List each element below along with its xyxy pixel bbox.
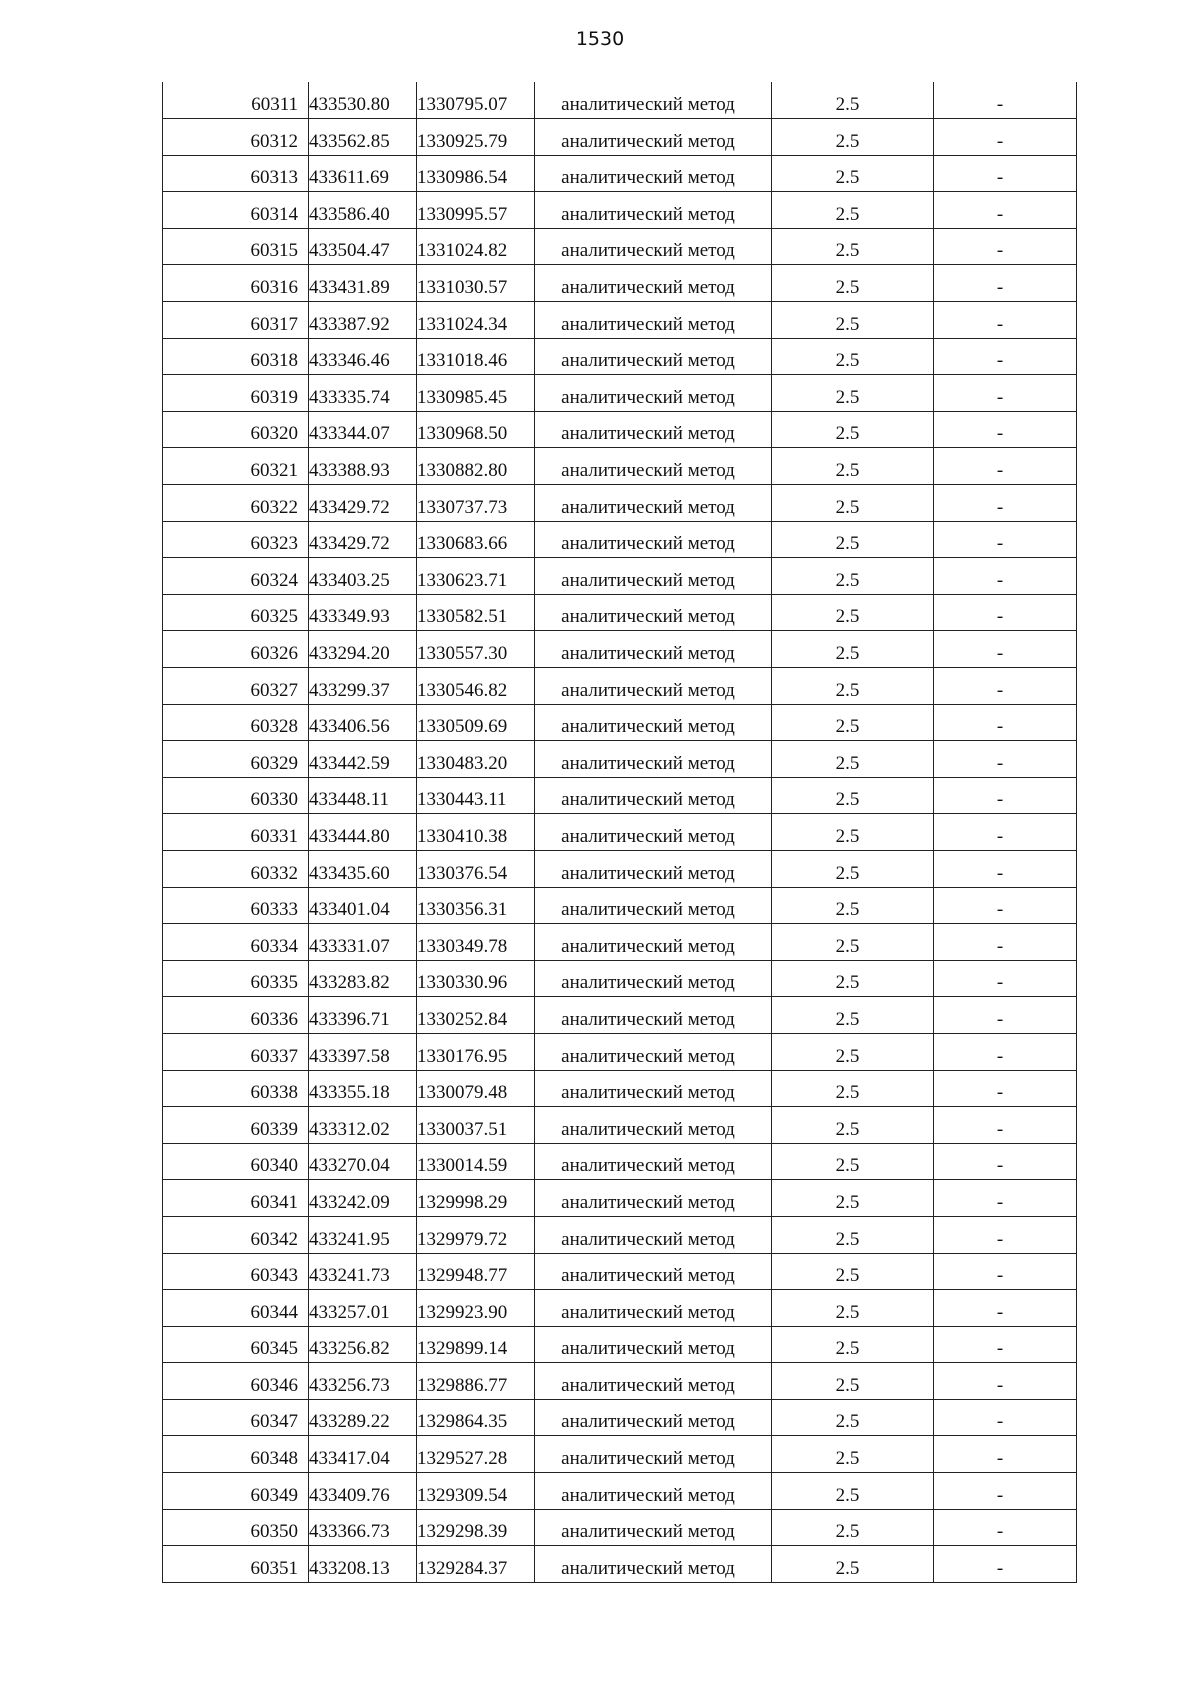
note-cell: - (934, 1546, 1077, 1583)
x-coordinate-cell: 433346.46 (309, 338, 417, 375)
method-cell: аналитический метод (535, 1509, 772, 1546)
method-cell: аналитический метод (535, 119, 772, 156)
note-cell: - (934, 1509, 1077, 1546)
point-number-cell: 60326 (163, 631, 309, 668)
x-coordinate-cell: 433283.82 (309, 960, 417, 997)
accuracy-cell: 2.5 (772, 704, 934, 741)
x-coordinate-cell: 433289.22 (309, 1399, 417, 1436)
note-cell: - (934, 1473, 1077, 1510)
method-cell: аналитический метод (535, 960, 772, 997)
x-coordinate-cell: 433396.71 (309, 997, 417, 1034)
accuracy-cell: 2.5 (772, 119, 934, 156)
accuracy-cell: 2.5 (772, 521, 934, 558)
y-coordinate-cell: 1330683.66 (417, 521, 535, 558)
accuracy-cell: 2.5 (772, 1473, 934, 1510)
method-cell: аналитический метод (535, 1363, 772, 1400)
y-coordinate-cell: 1330176.95 (417, 1033, 535, 1070)
accuracy-cell: 2.5 (772, 1033, 934, 1070)
y-coordinate-cell: 1330330.96 (417, 960, 535, 997)
method-cell: аналитический метод (535, 1326, 772, 1363)
point-number-cell: 60347 (163, 1399, 309, 1436)
x-coordinate-cell: 433444.80 (309, 814, 417, 851)
point-number-cell: 60348 (163, 1436, 309, 1473)
x-coordinate-cell: 433242.09 (309, 1180, 417, 1217)
note-cell: - (934, 375, 1077, 412)
y-coordinate-cell: 1330986.54 (417, 155, 535, 192)
point-number-cell: 60321 (163, 448, 309, 485)
method-cell: аналитический метод (535, 631, 772, 668)
x-coordinate-cell: 433257.01 (309, 1290, 417, 1327)
method-cell: аналитический метод (535, 1143, 772, 1180)
table-row (163, 1070, 1077, 1107)
point-number-cell: 60342 (163, 1216, 309, 1253)
note-cell: - (934, 1290, 1077, 1327)
note-cell: - (934, 1216, 1077, 1253)
accuracy-cell: 2.5 (772, 887, 934, 924)
note-cell: - (934, 887, 1077, 924)
note-cell: - (934, 265, 1077, 302)
note-cell: - (934, 192, 1077, 229)
accuracy-cell: 2.5 (772, 155, 934, 192)
table-row (163, 777, 1077, 814)
accuracy-cell: 2.5 (772, 924, 934, 961)
point-number-cell: 60311 (163, 82, 309, 119)
table-row (163, 1107, 1077, 1144)
table-row (163, 558, 1077, 595)
x-coordinate-cell: 433448.11 (309, 777, 417, 814)
note-cell: - (934, 594, 1077, 631)
x-coordinate-cell: 433331.07 (309, 924, 417, 961)
y-coordinate-cell: 1331018.46 (417, 338, 535, 375)
x-coordinate-cell: 433294.20 (309, 631, 417, 668)
x-coordinate-cell: 433335.74 (309, 375, 417, 412)
table-row (163, 338, 1077, 375)
note-cell: - (934, 119, 1077, 156)
y-coordinate-cell: 1330252.84 (417, 997, 535, 1034)
note-cell: - (934, 668, 1077, 705)
y-coordinate-cell: 1329923.90 (417, 1290, 535, 1327)
y-coordinate-cell: 1329948.77 (417, 1253, 535, 1290)
point-number-cell: 60350 (163, 1509, 309, 1546)
point-number-cell: 60336 (163, 997, 309, 1034)
table-row (163, 1399, 1077, 1436)
method-cell: аналитический метод (535, 997, 772, 1034)
x-coordinate-cell: 433256.73 (309, 1363, 417, 1400)
note-cell: - (934, 997, 1077, 1034)
table-row (163, 631, 1077, 668)
y-coordinate-cell: 1330557.30 (417, 631, 535, 668)
y-coordinate-cell: 1330037.51 (417, 1107, 535, 1144)
point-number-cell: 60349 (163, 1473, 309, 1510)
note-cell: - (934, 850, 1077, 887)
y-coordinate-cell: 1329864.35 (417, 1399, 535, 1436)
table-row (163, 1509, 1077, 1546)
accuracy-cell: 2.5 (772, 594, 934, 631)
table-row (163, 1216, 1077, 1253)
y-coordinate-cell: 1329527.28 (417, 1436, 535, 1473)
accuracy-cell: 2.5 (772, 1363, 934, 1400)
accuracy-cell: 2.5 (772, 960, 934, 997)
x-coordinate-cell: 433397.58 (309, 1033, 417, 1070)
note-cell: - (934, 631, 1077, 668)
method-cell: аналитический метод (535, 704, 772, 741)
method-cell: аналитический метод (535, 814, 772, 851)
point-number-cell: 60323 (163, 521, 309, 558)
point-number-cell: 60333 (163, 887, 309, 924)
x-coordinate-cell: 433241.73 (309, 1253, 417, 1290)
table-row (163, 594, 1077, 631)
table-row (163, 704, 1077, 741)
method-cell: аналитический метод (535, 338, 772, 375)
accuracy-cell: 2.5 (772, 850, 934, 887)
x-coordinate-cell: 433299.37 (309, 668, 417, 705)
table-row (163, 1033, 1077, 1070)
point-number-cell: 60335 (163, 960, 309, 997)
point-number-cell: 60317 (163, 302, 309, 339)
accuracy-cell: 2.5 (772, 1107, 934, 1144)
x-coordinate-cell: 433429.72 (309, 485, 417, 522)
accuracy-cell: 2.5 (772, 1070, 934, 1107)
point-number-cell: 60328 (163, 704, 309, 741)
note-cell: - (934, 558, 1077, 595)
method-cell: аналитический метод (535, 1473, 772, 1510)
y-coordinate-cell: 1330925.79 (417, 119, 535, 156)
table-row (163, 814, 1077, 851)
accuracy-cell: 2.5 (772, 485, 934, 522)
table-row (163, 1326, 1077, 1363)
y-coordinate-cell: 1329979.72 (417, 1216, 535, 1253)
point-number-cell: 60322 (163, 485, 309, 522)
method-cell: аналитический метод (535, 155, 772, 192)
accuracy-cell: 2.5 (772, 1143, 934, 1180)
point-number-cell: 60313 (163, 155, 309, 192)
point-number-cell: 60345 (163, 1326, 309, 1363)
point-number-cell: 60320 (163, 411, 309, 448)
y-coordinate-cell: 1329309.54 (417, 1473, 535, 1510)
accuracy-cell: 2.5 (772, 741, 934, 778)
y-coordinate-cell: 1330795.07 (417, 82, 535, 119)
point-number-cell: 60314 (163, 192, 309, 229)
y-coordinate-cell: 1329284.37 (417, 1546, 535, 1583)
x-coordinate-cell: 433270.04 (309, 1143, 417, 1180)
x-coordinate-cell: 433355.18 (309, 1070, 417, 1107)
accuracy-cell: 2.5 (772, 1326, 934, 1363)
x-coordinate-cell: 433387.92 (309, 302, 417, 339)
x-coordinate-cell: 433504.47 (309, 228, 417, 265)
accuracy-cell: 2.5 (772, 338, 934, 375)
y-coordinate-cell: 1329298.39 (417, 1509, 535, 1546)
table-row (163, 375, 1077, 412)
y-coordinate-cell: 1330376.54 (417, 850, 535, 887)
note-cell: - (934, 1033, 1077, 1070)
table-row (163, 1363, 1077, 1400)
note-cell: - (934, 82, 1077, 119)
method-cell: аналитический метод (535, 265, 772, 302)
note-cell: - (934, 1399, 1077, 1436)
table-row (163, 155, 1077, 192)
table-row (163, 1473, 1077, 1510)
x-coordinate-cell: 433611.69 (309, 155, 417, 192)
method-cell: аналитический метод (535, 1436, 772, 1473)
accuracy-cell: 2.5 (772, 192, 934, 229)
table-row (163, 924, 1077, 961)
method-cell: аналитический метод (535, 1033, 772, 1070)
note-cell: - (934, 155, 1077, 192)
x-coordinate-cell: 433349.93 (309, 594, 417, 631)
point-number-cell: 60334 (163, 924, 309, 961)
y-coordinate-cell: 1330079.48 (417, 1070, 535, 1107)
point-number-cell: 60329 (163, 741, 309, 778)
note-cell: - (934, 1363, 1077, 1400)
y-coordinate-cell: 1330546.82 (417, 668, 535, 705)
x-coordinate-cell: 433241.95 (309, 1216, 417, 1253)
method-cell: аналитический метод (535, 448, 772, 485)
accuracy-cell: 2.5 (772, 777, 934, 814)
method-cell: аналитический метод (535, 668, 772, 705)
y-coordinate-cell: 1331030.57 (417, 265, 535, 302)
point-number-cell: 60316 (163, 265, 309, 302)
y-coordinate-cell: 1330410.38 (417, 814, 535, 851)
note-cell: - (934, 1143, 1077, 1180)
x-coordinate-cell: 433388.93 (309, 448, 417, 485)
table-row (163, 1546, 1077, 1583)
x-coordinate-cell: 433586.40 (309, 192, 417, 229)
y-coordinate-cell: 1330985.45 (417, 375, 535, 412)
point-number-cell: 60330 (163, 777, 309, 814)
y-coordinate-cell: 1330356.31 (417, 887, 535, 924)
method-cell: аналитический метод (535, 1253, 772, 1290)
x-coordinate-cell: 433429.72 (309, 521, 417, 558)
accuracy-cell: 2.5 (772, 448, 934, 485)
method-cell: аналитический метод (535, 1216, 772, 1253)
note-cell: - (934, 485, 1077, 522)
note-cell: - (934, 704, 1077, 741)
table-row (163, 850, 1077, 887)
accuracy-cell: 2.5 (772, 558, 934, 595)
x-coordinate-cell: 433417.04 (309, 1436, 417, 1473)
point-number-cell: 60312 (163, 119, 309, 156)
method-cell: аналитический метод (535, 1399, 772, 1436)
method-cell: аналитический метод (535, 1070, 772, 1107)
table-row (163, 265, 1077, 302)
y-coordinate-cell: 1330509.69 (417, 704, 535, 741)
point-number-cell: 60343 (163, 1253, 309, 1290)
table-row (163, 521, 1077, 558)
point-number-cell: 60337 (163, 1033, 309, 1070)
y-coordinate-cell: 1330443.11 (417, 777, 535, 814)
point-number-cell: 60318 (163, 338, 309, 375)
y-coordinate-cell: 1330882.80 (417, 448, 535, 485)
point-number-cell: 60315 (163, 228, 309, 265)
y-coordinate-cell: 1330623.71 (417, 558, 535, 595)
point-number-cell: 60351 (163, 1546, 309, 1583)
method-cell: аналитический метод (535, 741, 772, 778)
x-coordinate-cell: 433403.25 (309, 558, 417, 595)
table-row (163, 887, 1077, 924)
table-row (163, 192, 1077, 229)
table-row (163, 1290, 1077, 1327)
y-coordinate-cell: 1331024.34 (417, 302, 535, 339)
y-coordinate-cell: 1331024.82 (417, 228, 535, 265)
method-cell: аналитический метод (535, 1290, 772, 1327)
method-cell: аналитический метод (535, 82, 772, 119)
note-cell: - (934, 228, 1077, 265)
method-cell: аналитический метод (535, 558, 772, 595)
method-cell: аналитический метод (535, 228, 772, 265)
x-coordinate-cell: 433208.13 (309, 1546, 417, 1583)
accuracy-cell: 2.5 (772, 302, 934, 339)
point-number-cell: 60327 (163, 668, 309, 705)
table-row (163, 119, 1077, 156)
accuracy-cell: 2.5 (772, 997, 934, 1034)
y-coordinate-cell: 1330968.50 (417, 411, 535, 448)
y-coordinate-cell: 1330483.20 (417, 741, 535, 778)
point-number-cell: 60346 (163, 1363, 309, 1400)
note-cell: - (934, 338, 1077, 375)
table-row (163, 960, 1077, 997)
x-coordinate-cell: 433344.07 (309, 411, 417, 448)
point-number-cell: 60325 (163, 594, 309, 631)
page-number: 1530 (575, 28, 625, 50)
accuracy-cell: 2.5 (772, 411, 934, 448)
method-cell: аналитический метод (535, 411, 772, 448)
note-cell: - (934, 1107, 1077, 1144)
note-cell: - (934, 411, 1077, 448)
table-row (163, 741, 1077, 778)
table-row (163, 1143, 1077, 1180)
table-row (163, 485, 1077, 522)
method-cell: аналитический метод (535, 1180, 772, 1217)
note-cell: - (934, 924, 1077, 961)
method-cell: аналитический метод (535, 924, 772, 961)
table-row (163, 1253, 1077, 1290)
table-row (163, 411, 1077, 448)
x-coordinate-cell: 433401.04 (309, 887, 417, 924)
x-coordinate-cell: 433442.59 (309, 741, 417, 778)
point-number-cell: 60324 (163, 558, 309, 595)
y-coordinate-cell: 1329886.77 (417, 1363, 535, 1400)
note-cell: - (934, 741, 1077, 778)
accuracy-cell: 2.5 (772, 1436, 934, 1473)
point-number-cell: 60338 (163, 1070, 309, 1107)
method-cell: аналитический метод (535, 850, 772, 887)
y-coordinate-cell: 1330995.57 (417, 192, 535, 229)
x-coordinate-cell: 433562.85 (309, 119, 417, 156)
point-number-cell: 60340 (163, 1143, 309, 1180)
method-cell: аналитический метод (535, 192, 772, 229)
method-cell: аналитический метод (535, 485, 772, 522)
method-cell: аналитический метод (535, 1546, 772, 1583)
note-cell: - (934, 777, 1077, 814)
table-row (163, 448, 1077, 485)
accuracy-cell: 2.5 (772, 668, 934, 705)
accuracy-cell: 2.5 (772, 1253, 934, 1290)
y-coordinate-cell: 1329998.29 (417, 1180, 535, 1217)
table-row (163, 997, 1077, 1034)
accuracy-cell: 2.5 (772, 1546, 934, 1583)
method-cell: аналитический метод (535, 521, 772, 558)
x-coordinate-cell: 433256.82 (309, 1326, 417, 1363)
note-cell: - (934, 1436, 1077, 1473)
accuracy-cell: 2.5 (772, 1290, 934, 1327)
y-coordinate-cell: 1330014.59 (417, 1143, 535, 1180)
note-cell: - (934, 521, 1077, 558)
x-coordinate-cell: 433431.89 (309, 265, 417, 302)
note-cell: - (934, 814, 1077, 851)
x-coordinate-cell: 433530.80 (309, 82, 417, 119)
method-cell: аналитический метод (535, 777, 772, 814)
accuracy-cell: 2.5 (772, 375, 934, 412)
table-body (163, 82, 1077, 1582)
note-cell: - (934, 960, 1077, 997)
x-coordinate-cell: 433366.73 (309, 1509, 417, 1546)
method-cell: аналитический метод (535, 594, 772, 631)
method-cell: аналитический метод (535, 887, 772, 924)
accuracy-cell: 2.5 (772, 1509, 934, 1546)
point-number-cell: 60341 (163, 1180, 309, 1217)
x-coordinate-cell: 433406.56 (309, 704, 417, 741)
accuracy-cell: 2.5 (772, 1216, 934, 1253)
note-cell: - (934, 1326, 1077, 1363)
y-coordinate-cell: 1329899.14 (417, 1326, 535, 1363)
accuracy-cell: 2.5 (772, 265, 934, 302)
table-row (163, 1180, 1077, 1217)
table-row (163, 82, 1077, 119)
note-cell: - (934, 1253, 1077, 1290)
table-row (163, 668, 1077, 705)
point-number-cell: 60331 (163, 814, 309, 851)
note-cell: - (934, 302, 1077, 339)
x-coordinate-cell: 433409.76 (309, 1473, 417, 1510)
point-number-cell: 60319 (163, 375, 309, 412)
note-cell: - (934, 1070, 1077, 1107)
accuracy-cell: 2.5 (772, 228, 934, 265)
note-cell: - (934, 448, 1077, 485)
accuracy-cell: 2.5 (772, 814, 934, 851)
method-cell: аналитический метод (535, 302, 772, 339)
accuracy-cell: 2.5 (772, 1180, 934, 1217)
note-cell: - (934, 1180, 1077, 1217)
x-coordinate-cell: 433312.02 (309, 1107, 417, 1144)
method-cell: аналитический метод (535, 375, 772, 412)
point-number-cell: 60332 (163, 850, 309, 887)
point-number-cell: 60344 (163, 1290, 309, 1327)
point-number-cell: 60339 (163, 1107, 309, 1144)
accuracy-cell: 2.5 (772, 631, 934, 668)
accuracy-cell: 2.5 (772, 1399, 934, 1436)
y-coordinate-cell: 1330737.73 (417, 485, 535, 522)
accuracy-cell: 2.5 (772, 82, 934, 119)
coordinates-table (162, 82, 1077, 1583)
y-coordinate-cell: 1330349.78 (417, 924, 535, 961)
y-coordinate-cell: 1330582.51 (417, 594, 535, 631)
table-row (163, 302, 1077, 339)
table-row (163, 1436, 1077, 1473)
table-row (163, 228, 1077, 265)
method-cell: аналитический метод (535, 1107, 772, 1144)
x-coordinate-cell: 433435.60 (309, 850, 417, 887)
